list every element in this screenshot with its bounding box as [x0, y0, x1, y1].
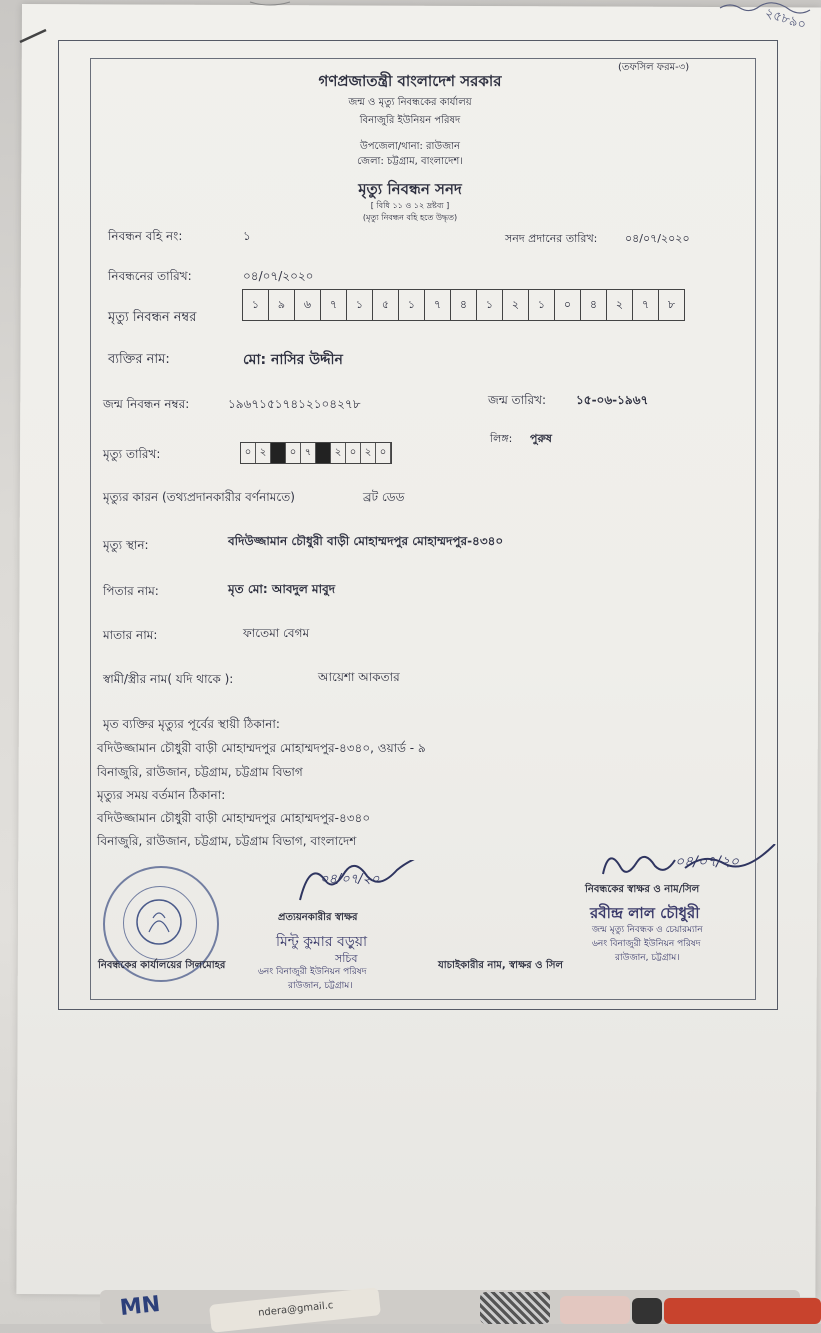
death-date-label: মৃত্যু তারিখ:: [103, 447, 161, 461]
certificate-title: মৃত্যু নিবন্ধন সনদ: [358, 180, 462, 198]
reg-digit: ১: [477, 290, 503, 320]
person-name-value: মো: নাসির উদ্দীন: [243, 352, 343, 368]
gender-value: পুরুষ: [530, 432, 552, 445]
father-name-label: পিতার নাম:: [103, 584, 159, 598]
registrar-title: জন্ম মৃত্যু নিবন্ধক ও চেয়ারম্যান: [592, 925, 703, 935]
reg-digit: ৮: [667, 297, 676, 311]
register-book-label: নিবন্ধন বহি নং:: [108, 229, 183, 243]
extract-note: (মৃত্যু নিবন্ধন বহি হতে উদ্ধৃত): [362, 213, 458, 222]
birth-reg-no-label: জন্ম নিবন্ধন নম্বর:: [103, 397, 190, 411]
union-name: বিনাজুরি ইউনিয়ন পরিষদ: [359, 115, 461, 126]
reg-digit: ৬: [295, 290, 321, 320]
reg-digit: ৭: [321, 290, 347, 320]
death-place-label: মৃত্যু স্থান:: [103, 538, 149, 552]
permanent-address-line1: বদিউজ্জামান চৌধুরী বাড়ী মোহাম্মদপুর মোহাম্মদপুর-৪৩৪০, ওয়ার্ড - ৯: [97, 741, 426, 755]
attester-label: যাচাইকারীর নাম, স্বাক্ষর ও সিল: [438, 960, 563, 971]
date-digit: ৭: [301, 443, 316, 463]
present-address-label: মৃত্যুর সময় বর্তমান ঠিকানা:: [97, 788, 226, 802]
date-digit: ২: [256, 443, 271, 463]
reg-digit: ১: [243, 290, 269, 320]
registrar-office: ৬নং বিনাজুরী ইউনিয়ন পরিষদ: [592, 939, 701, 949]
rule-reference: [ বিধি ১১ ও ১২ দ্রষ্টব্য ]: [370, 201, 450, 210]
register-book-value: ১: [243, 229, 251, 243]
office-title: জন্ম ও মৃত্যু নিবন্ধকের কার্যালয়: [348, 97, 472, 108]
reg-digit: ৯: [269, 290, 295, 320]
death-place-value: বদিউজ্জামান চৌধুরী বাড়ী মোহাম্মদপুর মোহাম্মদপুর-৪৩৪০: [228, 534, 504, 548]
spouse-name-label: স্বামী/স্ত্রীর নাম( যদি থাকে ):: [103, 672, 234, 686]
registration-date-label: নিবন্ধনের তারিখ:: [108, 269, 192, 283]
form-number: (তফসিল ফরম-৩): [618, 62, 690, 73]
death-reg-no-boxes: [242, 289, 685, 321]
reg-digit: ২: [503, 290, 529, 320]
present-address-line2: বিনাজুরি, রাউজান, চট্টগ্রাম, চট্টগ্রাম বিভাগ, বাংলাদেশ: [97, 834, 357, 848]
father-name-value: মৃত মো: আবদুল মাবুদ: [228, 582, 336, 596]
reg-digit: ১: [529, 290, 555, 320]
govt-title: গণপ্রজাতন্ত্রী বাংলাদেশ সরকার: [318, 72, 502, 90]
verifier-label: প্রত্যয়নকারীর স্বাক্ষর: [278, 912, 358, 923]
death-reg-no-label: মৃত্যু নিবন্ধন নম্বর: [108, 310, 197, 325]
date-digit: ২: [361, 443, 376, 463]
permanent-address-line2: বিনাজুরি, রাউজান, চট্টগ্রাম, চট্টগ্রাম বিভাগ: [97, 765, 303, 779]
birth-date-label: জন্ম তারিখ:: [488, 393, 547, 407]
upazila-name: উপজেলা/থানা: রাউজান: [359, 141, 461, 152]
reg-digit: ১: [399, 290, 425, 320]
registrar-label: নিবন্ধকের স্বাক্ষর ও নাম/সিল: [585, 884, 700, 895]
issue-date-value: ০৪/০৭/২০২০: [625, 232, 690, 245]
verifier-title: সচিব: [335, 952, 358, 965]
bottom-card-text: MN: [118, 1291, 162, 1322]
reg-digit: ২: [607, 290, 633, 320]
reg-digit: ১: [347, 290, 373, 320]
red-object: [664, 1298, 821, 1324]
registrar-name: রবীন্দ্র লাল চৌধুরী: [590, 904, 700, 922]
district-name: জেলা: চট্টগ্রাম, বাংলাদেশ।: [357, 156, 463, 167]
verifier-office: ৬নং বিনাজুরী ইউনিয়ন পরিষদ: [258, 967, 367, 977]
top-scribble-text: ২৫৮৯০: [763, 5, 808, 34]
registrar-date: ০৪/০৭/২০: [675, 854, 740, 870]
spouse-name-value: আয়েশা আকতার: [318, 670, 400, 684]
mother-name-value: ফাতেমা বেগম: [243, 626, 310, 640]
seal-label: নিবন্ধকের কার্যালয়ের সিলমোহর: [98, 960, 226, 971]
date-digit: ০: [376, 443, 391, 463]
present-address-line1: বদিউজ্জামান চৌধুরী বাড়ী মোহাম্মদপুর মোহাম্মদপুর-৪৩৪০: [97, 811, 371, 825]
date-digit: ০: [286, 443, 301, 463]
death-date-boxes: [240, 442, 392, 464]
reg-digit: ৪: [451, 290, 477, 320]
reg-digit: ৫: [373, 290, 399, 320]
registrar-place: রাউজান, চট্টগ্রাম।: [615, 953, 680, 963]
date-digit: ০: [241, 443, 256, 463]
reg-digit: ০: [555, 290, 581, 320]
permanent-address-label: মৃত ব্যক্তির মৃত্যুর পূর্বের স্থায়ী ঠিকানা:: [103, 717, 280, 731]
pink-card: [560, 1296, 630, 1324]
birth-reg-no-value: ১৯৬৭১৫১৭৪১২১০৪২৭৮: [228, 397, 361, 411]
date-digit: ২: [331, 443, 346, 463]
registration-date-value: ০৪/০৭/২০২০: [243, 269, 314, 283]
death-cause-value: ব্রট ডেড: [363, 490, 405, 504]
death-cause-label: মৃত্যুর কারন (তথ্যপ্রদানকারীর বর্ণনামতে): [103, 490, 295, 504]
person-name-label: ব্যক্তির নাম:: [108, 352, 170, 367]
reg-digit: ৪: [581, 290, 607, 320]
reg-digit: ৭: [425, 290, 451, 320]
date-digit: ০: [346, 443, 361, 463]
date-separator: [316, 443, 331, 463]
verifier-place: রাউজান, চট্টগ্রাম।: [288, 981, 353, 991]
bottom-email-text: ndera@gmail.c: [257, 1300, 334, 1319]
dark-object: [632, 1298, 662, 1324]
gender-label: লিঙ্গ:: [490, 432, 513, 445]
issue-date-label: সনদ প্রদানের তারিখ:: [505, 232, 598, 245]
reg-digit: ৭: [633, 290, 659, 320]
qr-code-icon: [480, 1292, 550, 1324]
verifier-name: মিন্টু কুমার বড়ুয়া: [276, 934, 368, 950]
verifier-date: ০৪/০৭/২০: [320, 872, 380, 887]
mother-name-label: মাতার নাম:: [103, 628, 158, 642]
date-separator: [271, 443, 286, 463]
birth-date-value: ১৫-০৬-১৯৬৭: [576, 393, 649, 407]
